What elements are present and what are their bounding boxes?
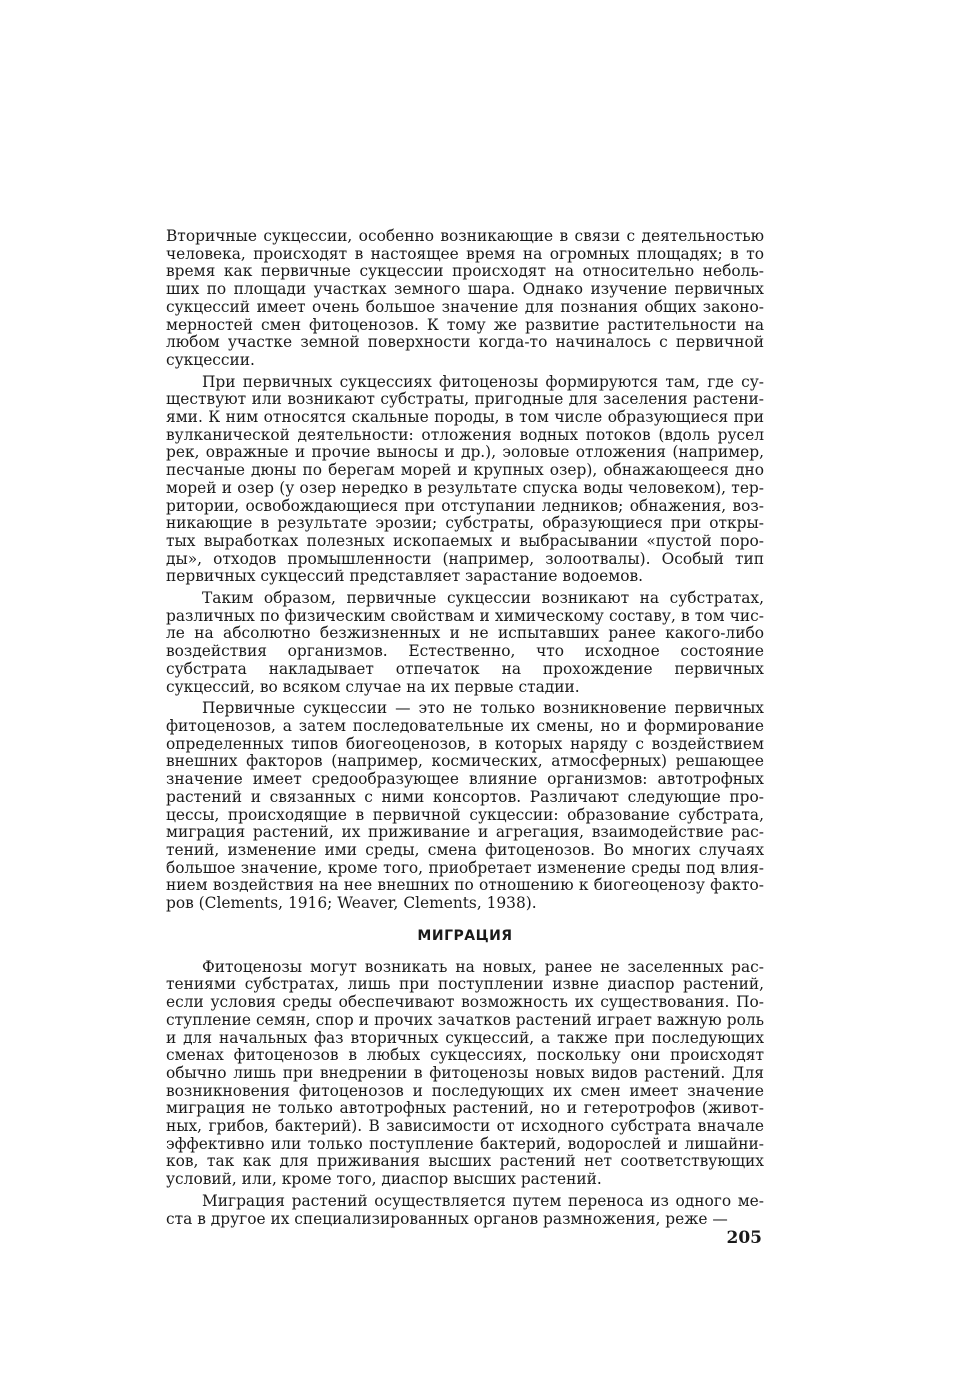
paragraph-substrate-properties: Таким образом, первичные сукцессии возникают на субстратах, различных по физическим свойствам и химическому составу, в том числе на абсолютно безжизненных и не испытавших ранее какого-либо воздействия организмов. Естественно, что исходное состояние субстрата накладывает отпечаток на прохождение первичных сукцессий, во всяком случае на их первые стадии. — [166, 589, 764, 696]
paragraph-migration-methods: Миграция растений осуществляется путем переноса из одного места в другое их специализированных органов размножения, реже — — [166, 1191, 764, 1228]
paragraph-migration-intro: Фитоценозы могут возникать на новых, ранее не заселенных растениями субстратах, лишь при поступлении извне диаспор растений, если условия среды обеспечивают возможность их существования. Поступление семян, спор и прочих зачатков растений играет важную роль и для начальных фаз вторичных сукцессий, а также при последующих сменах фитоценозов в любых сукцессиях, поскольку они происходят обычно лишь при внедрении в фитоценозы новых видов растений. Для возникновения фитоценозов и последующих их смен имеет значение миграция не только автотрофных растений, но и гетеротрофов (животных, грибов, бактерий). В зависимости от исходного субстрата вначале эффективно или только поступление бактерий, водорослей и лишайников, так как для приживания высших растений нет соответствующих условий, или, кроме того, диаспор высших растений. — [166, 957, 764, 1189]
page-number: 205 — [726, 1228, 762, 1248]
paragraph-primary-substrates: При первичных сукцессиях фитоценозы формируются там, где существуют или возникают субстраты, пригодные для заселения растениями. К ним относятся скальные породы, в том числе образующиеся при вулканической деятельности: отложения водных потоков (вдоль русел рек, овражные и прочие выносы и др.), эоловые отложения (например, песчаные дюны по берегам морей и крупных озер), обнажающееся дно морей и озер (у озер нередко в результате спуска воды человеком), территории, освобождающиеся при отступании ледников; обнажения, возникающие в результате эрозии; субстраты, образующиеся при открытых выработках полезных ископаемых и выбрасывании «пустой породы», отходов промышленности (например, золоотвалы). Особый тип первичных сукцессий представляет зарастание водоемов. — [166, 372, 764, 586]
paragraph-primary-processes: Первичные сукцессии — это не только возникновение первичных фитоценозов, а затем последовательные их смены, но и формирование определенных типов биогеоценозов, в которых наряду с воздействием внешних факторов (например, космических, атмосферных) решающее значение имеет средообразующее влияние организмов: автотрофных растений и связанных с ними консортов. Различают следующие процессы, происходящие в первичной сукцессии: образование субстрата, миграция растений, их приживание и агрегация, взаимодействие растений, изменение ими среды, смена фитоценозов. Во многих случаях большое значение, кроме того, приобретает изменение среды под влиянием воздействия на нее внешних по отношению к биогеоценозу факторов (Clements, 1916; Weaver, Clements, 1938). — [166, 699, 764, 913]
section-heading: МИГРАЦИЯ — [417, 927, 513, 944]
page-body — [166, 228, 764, 1228]
paragraph-secondary-successions: Вторичные сукцессии, особенно возникающие в связи с деятельностью человека, происходят в настоящее время на огромных площадях; в то время как первичные сукцессии происходят на относительно небольших по площади участках земного шара. Однако изучение первичных сукцессий имеет очень большое значение для познания общих закономерностей смен фитоценозов. К тому же развитие растительности на любом участке земной поверхности когда-то начиналось с первичной сукцессии. — [166, 227, 764, 369]
